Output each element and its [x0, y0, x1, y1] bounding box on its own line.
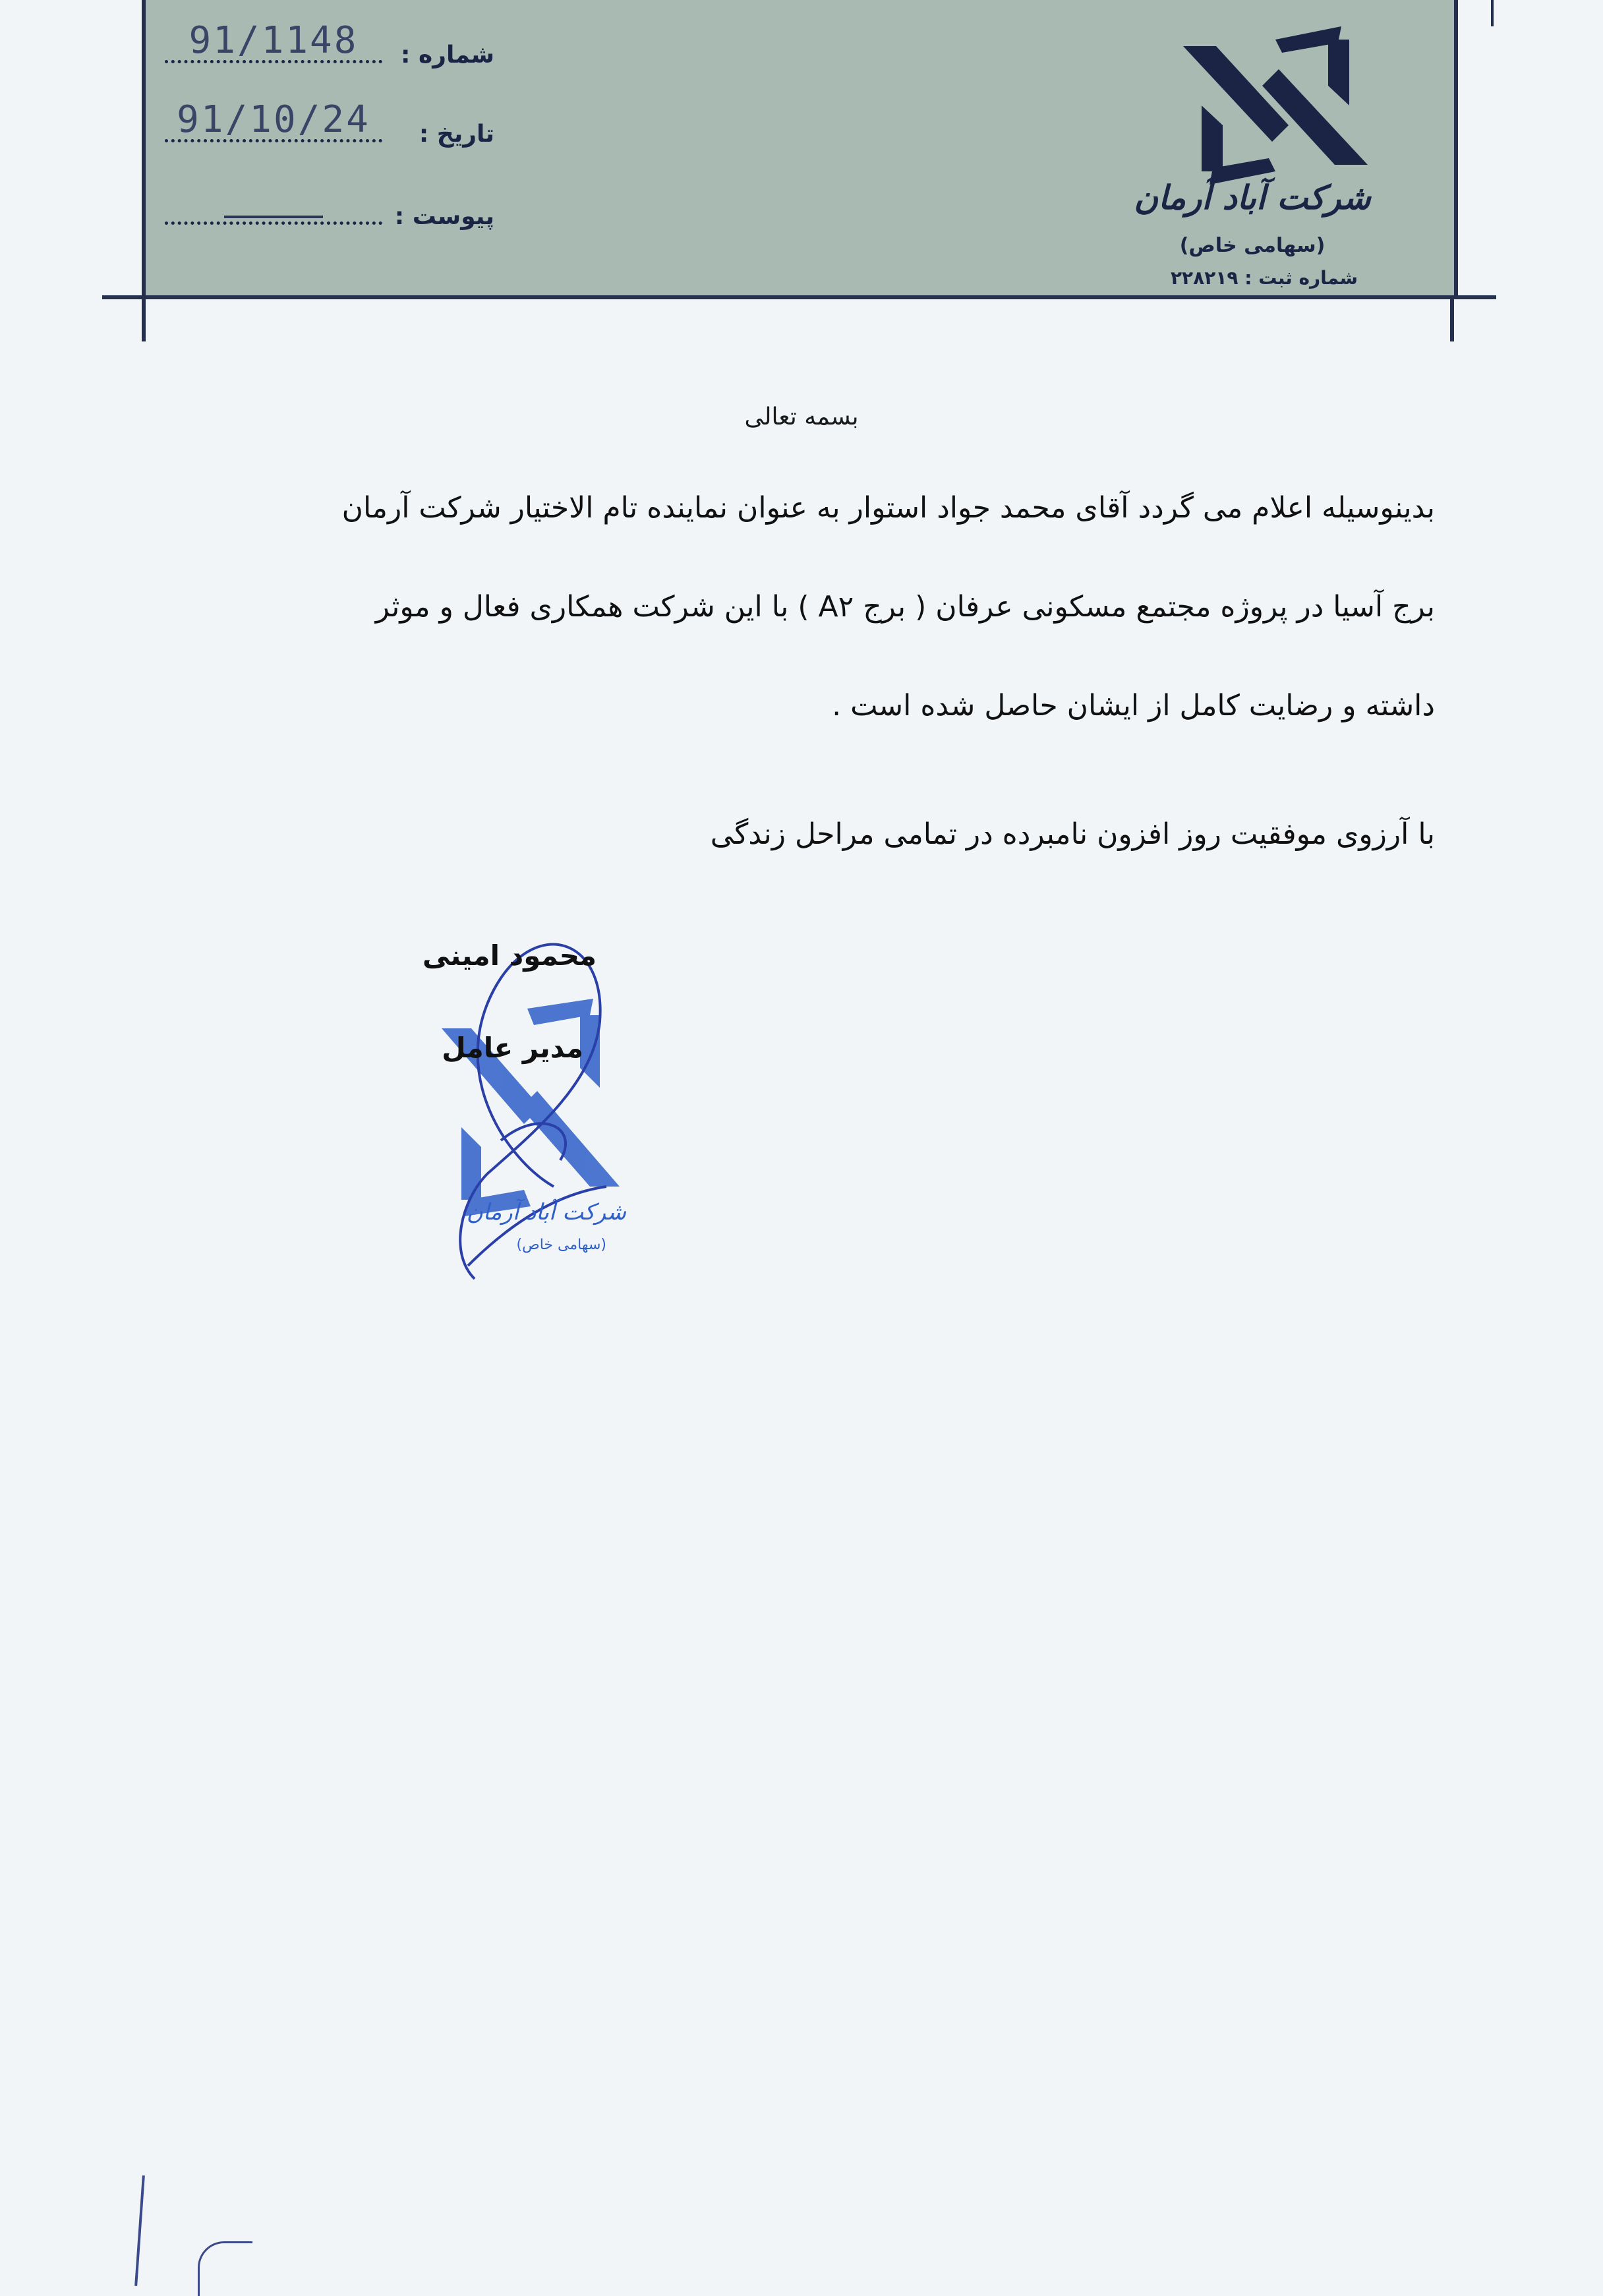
registration-number: شماره ثبت : ۲۲۸۲۱۹: [1170, 267, 1358, 289]
attachment-dash: [224, 216, 323, 218]
letter-line-3: داشته و رضایت کامل از ایشان حاصل شده است .: [832, 689, 1435, 722]
signatory-title: مدیر عامل: [442, 1032, 583, 1064]
rule-tick-right: [1450, 295, 1454, 341]
company-logo-icon: [1177, 26, 1374, 185]
date-field: [165, 98, 494, 152]
number-label: شماره :: [401, 42, 494, 69]
number-value: 91/1148: [189, 19, 359, 62]
scan-mark: [134, 2175, 145, 2286]
letter-line-1: بدینوسیله اعلام می گردد آقای محمد جواد استوار به عنوان نماینده تام الاختیار شرکت آرمان: [341, 491, 1435, 525]
letterhead-rule: [102, 295, 1496, 299]
letter-line-2: برج آسیا در پروژه مجتمع مسکونی عرفان ( برج A۲ ) با این شرکت همکاری فعال و موثر: [375, 590, 1435, 624]
date-value: 91/10/24: [177, 98, 370, 141]
letter-closing: با آرزوی موفقیت روز افزون نامبرده در تمامی مراحل زندگی: [710, 817, 1435, 851]
scan-mark-hook: [198, 2241, 252, 2296]
signatory-name: محمود امینی: [422, 939, 597, 972]
edge-mark: [1491, 0, 1494, 26]
number-field: [165, 19, 494, 73]
attachment-dots: [165, 219, 382, 225]
company-type: (سهامی خاص): [1179, 234, 1326, 257]
attachment-label: پیوست :: [394, 203, 494, 230]
stamp-text: شرکت آباد آرمان: [466, 1199, 626, 1225]
attachment-field: [165, 188, 494, 234]
rule-tick-left: [142, 295, 146, 341]
date-label: تاریخ :: [419, 121, 494, 148]
stamp-subtext: (سهامی خاص): [516, 1237, 606, 1253]
company-name: شرکت آباد آرمان: [1134, 178, 1371, 217]
letter-heading: بسمه تعالی: [744, 403, 859, 430]
